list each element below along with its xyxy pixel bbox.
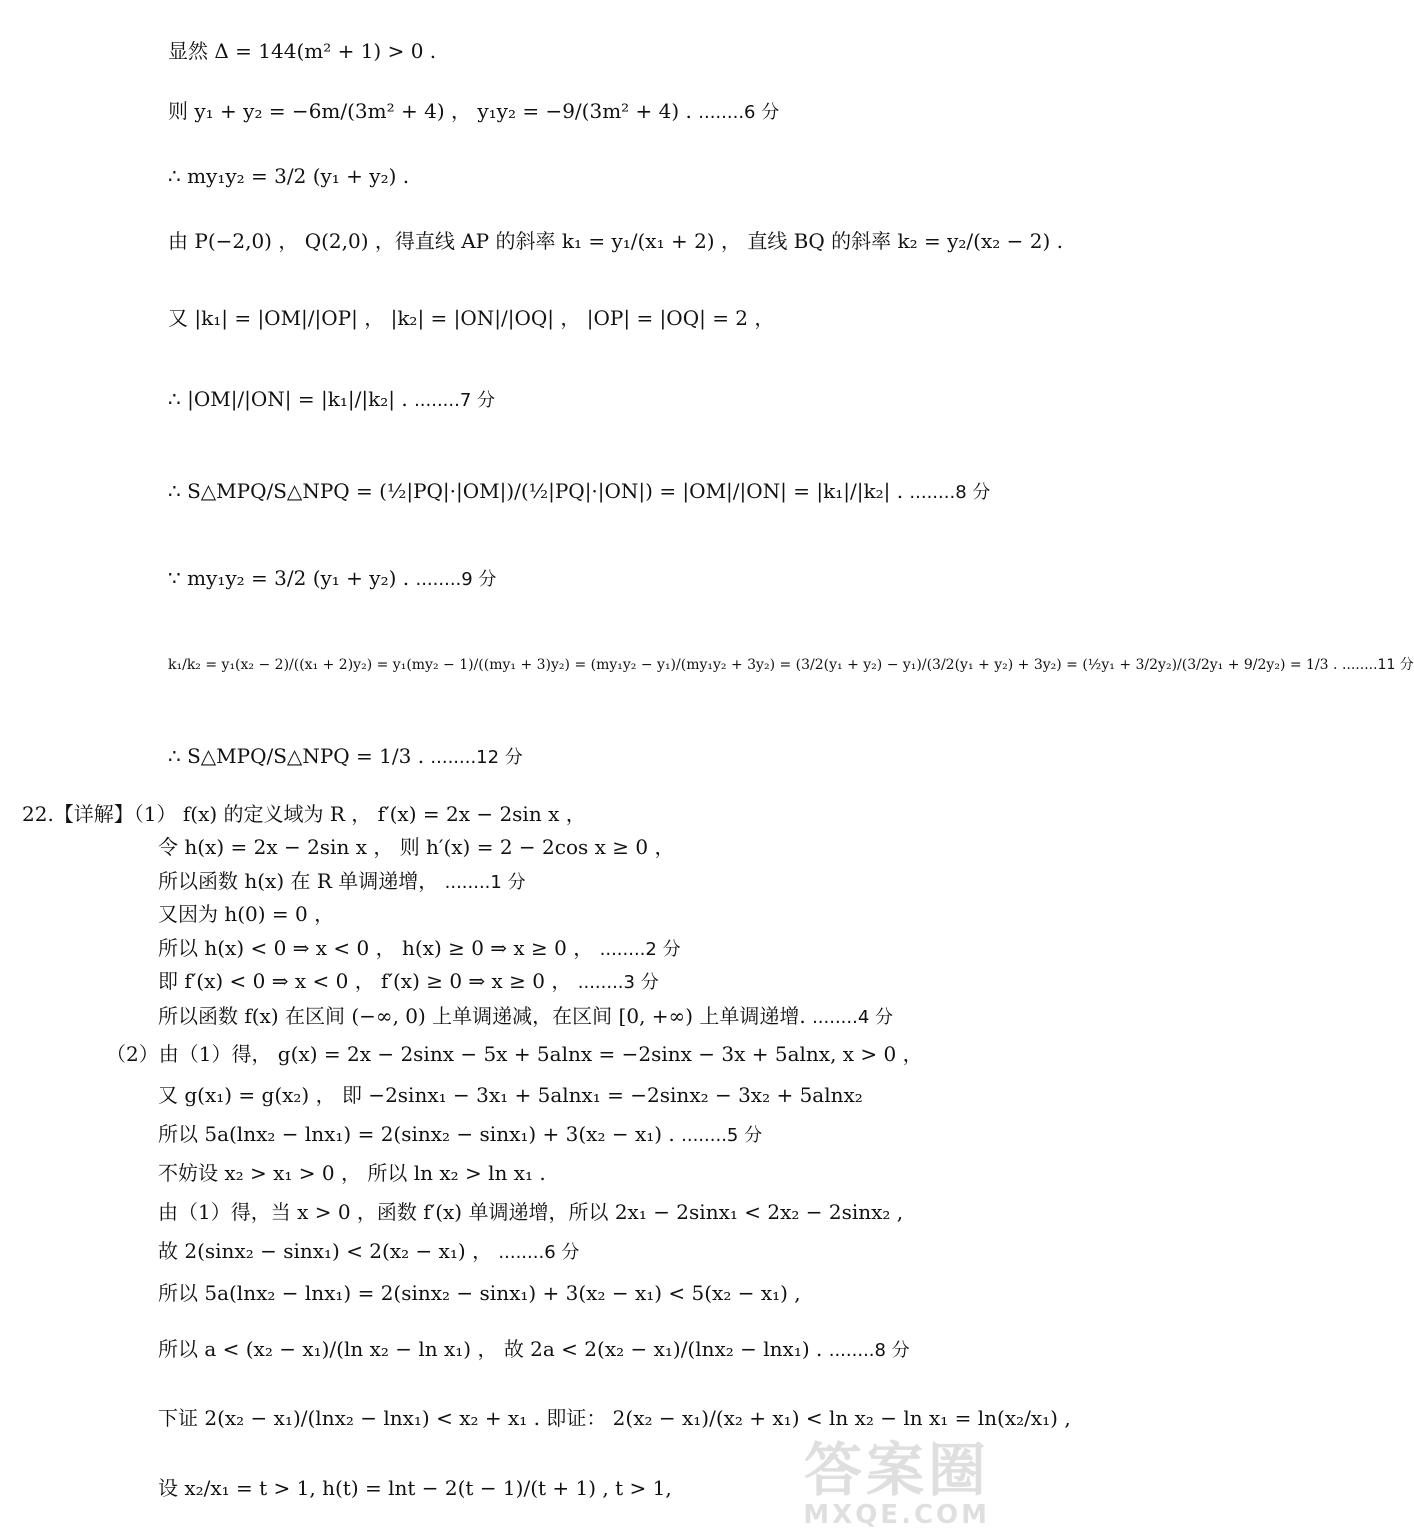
score-marker: ........3 分 bbox=[577, 972, 659, 993]
score-marker: ........4 分 bbox=[812, 1007, 894, 1028]
solution-line: ∴ my₁y₂ = 3/2 (y₁ + y₂) . bbox=[168, 164, 410, 188]
score-marker: ........9 分 bbox=[415, 569, 497, 590]
score-marker: ........5 分 bbox=[681, 1125, 763, 1146]
score-marker: ........1 分 bbox=[444, 872, 526, 893]
solution-line: 则 y₁ + y₂ = −6m/(3m² + 4) ， y₁y₂ = −9/(3m² + 4) . ........6 分 bbox=[168, 99, 780, 123]
score-marker: ........11 分 bbox=[1341, 657, 1414, 673]
solution-line: 所以 5a(lnx₂ − lnx₁) = 2(sinx₂ − sinx₁) + 3(x₂ − x₁) . ........5 分 bbox=[158, 1122, 763, 1146]
part-2-heading: （2）由（1）得， g(x) = 2x − 2sinx − 5x + 5alnx = −2sinx − 3x + 5alnx, x > 0 ， bbox=[106, 1042, 923, 1066]
solution-line: k₁/k₂ = y₁(x₂ − 2)/((x₁ + 2)y₂) = y₁(my₂ − 1)/((my₁ + 3)y₂) = (my₁y₂ − y₁)/(my₁y₂ + 3y₂) = (3/2(y₁ + y₂) − y₁)/(3/2(y₁ + y₂) + 3y₂) = (½y₁ + 3/2y₂)/(3/2y₁ + 9/2y₂) = 1/3 . ........11 分 bbox=[168, 657, 1414, 673]
problem-22-heading: 22.【详解】（1） f(x) 的定义域为 R ， f′(x) = 2x − 2sin x ， bbox=[22, 802, 586, 826]
solution-line: 所以 5a(lnx₂ − lnx₁) = 2(sinx₂ − sinx₁) + 3(x₂ − x₁) < 5(x₂ − x₁) , bbox=[158, 1281, 801, 1305]
score-marker: ........8 分 bbox=[828, 1340, 910, 1361]
solution-line: 故 2(sinx₂ − sinx₁) < 2(x₂ − x₁) ， ........6 分 bbox=[158, 1239, 580, 1263]
solution-line: 又因为 h(0) = 0 ， bbox=[158, 902, 335, 926]
solution-line: ∵ my₁y₂ = 3/2 (y₁ + y₂) . ........9 分 bbox=[168, 566, 497, 590]
solution-line: 又 g(x₁) = g(x₂) ， 即 −2sinx₁ − 3x₁ + 5alnx₁ = −2sinx₂ − 3x₂ + 5alnx₂ bbox=[158, 1083, 863, 1107]
solution-line: 不妨设 x₂ > x₁ > 0 ， 所以 ln x₂ > ln x₁ . bbox=[158, 1161, 546, 1185]
solution-line: ∴ S△MPQ/S△NPQ = (½|PQ|·|OM|)/(½|PQ|·|ON|) = |OM|/|ON| = |k₁|/|k₂| . ........8 分 bbox=[168, 479, 991, 503]
solution-line: 所以函数 h(x) 在 R 单调递增， ........1 分 bbox=[158, 869, 526, 893]
solution-line: 所以 a < (x₂ − x₁)/(ln x₂ − ln x₁) ， 故 2a < 2(x₂ − x₁)/(lnx₂ − lnx₁) . ........8 分 bbox=[158, 1337, 910, 1361]
score-marker: ........12 分 bbox=[430, 747, 523, 768]
solution-line: 设 x₂/x₁ = t > 1, h(t) = lnt − 2(t − 1)/(t + 1) , t > 1, bbox=[158, 1476, 672, 1500]
solution-line: 所以 h(x) < 0 ⇒ x < 0 ， h(x) ≥ 0 ⇒ x ≥ 0 ， ........2 分 bbox=[158, 936, 681, 960]
solution-line: 由 P(−2,0) ， Q(2,0) ，得直线 AP 的斜率 k₁ = y₁/(x₁ + 2) ， 直线 BQ 的斜率 k₂ = y₂/(x₂ − 2) . bbox=[168, 229, 1063, 253]
solution-line: 又 |k₁| = |OM|/|OP| ， |k₂| = |ON|/|OQ| ， |OP| = |OQ| = 2 ， bbox=[168, 306, 775, 330]
solution-line: 由（1）得，当 x > 0 ，函数 f′(x) 单调递增，所以 2x₁ − 2sinx₁ < 2x₂ − 2sinx₂ , bbox=[158, 1200, 904, 1224]
solution-line: ∴ |OM|/|ON| = |k₁|/|k₂| . ........7 分 bbox=[168, 387, 496, 411]
score-marker: ........8 分 bbox=[909, 482, 991, 503]
solution-line: 显然 Δ = 144(m² + 1) > 0 . bbox=[168, 39, 437, 63]
score-marker: ........2 分 bbox=[599, 939, 681, 960]
score-marker: ........6 分 bbox=[698, 102, 780, 123]
solution-line: 令 h(x) = 2x − 2sin x ， 则 h′(x) = 2 − 2cos x ≥ 0 ， bbox=[158, 835, 675, 859]
solution-line: ∴ S△MPQ/S△NPQ = 1/3 . ........12 分 bbox=[168, 744, 523, 768]
solution-line: 下证 2(x₂ − x₁)/(lnx₂ − lnx₁) < x₂ + x₁ . 即证： 2(x₂ − x₁)/(x₂ + x₁) < ln x₂ − ln x₁ = ln(x₂/x₁) , bbox=[158, 1406, 1071, 1430]
solution-line: 所以函数 f(x) 在区间 (−∞, 0) 上单调递减，在区间 [0, +∞) 上单调递增. ........4 分 bbox=[158, 1004, 894, 1028]
score-marker: ........7 分 bbox=[414, 390, 496, 411]
solution-line: 即 f′(x) < 0 ⇒ x < 0 ， f′(x) ≥ 0 ⇒ x ≥ 0 ， ........3 分 bbox=[158, 969, 659, 993]
score-marker: ........6 分 bbox=[498, 1242, 580, 1263]
site-watermark: 答案圈 MXQE.COM bbox=[803, 1436, 990, 1530]
